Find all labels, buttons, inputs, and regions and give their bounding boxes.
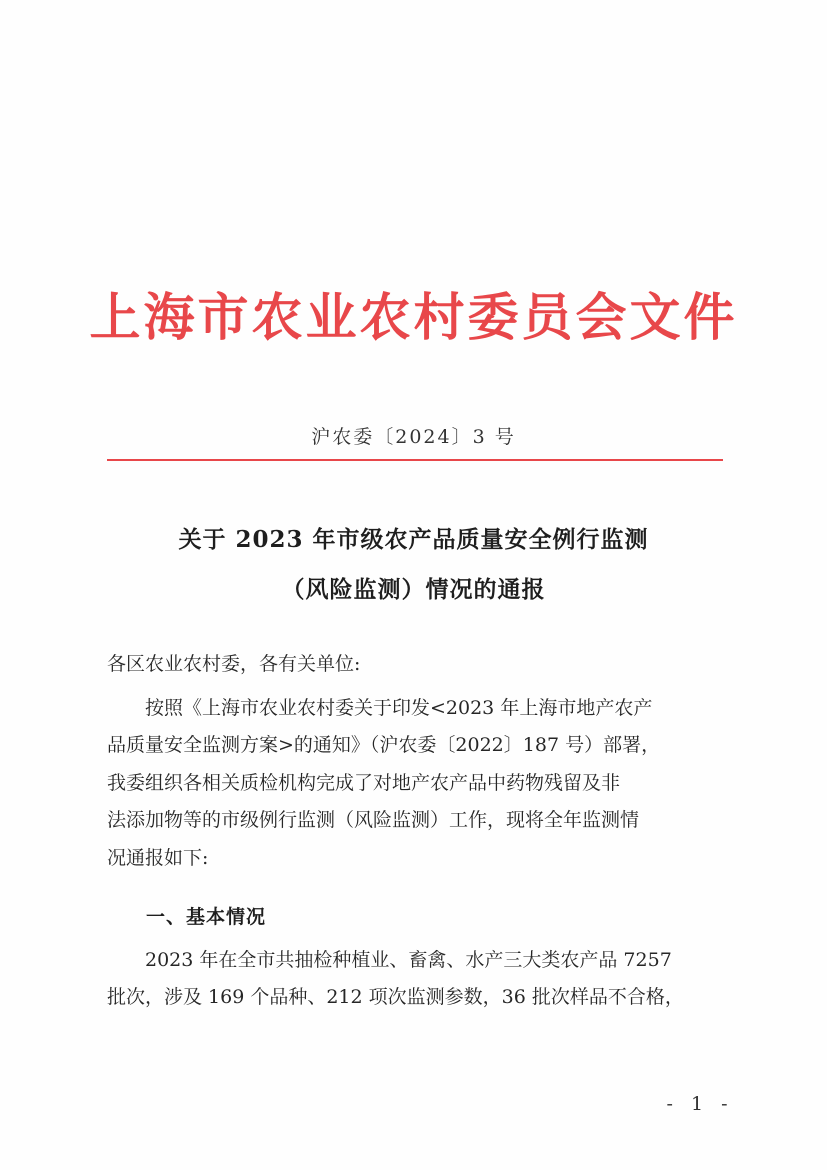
issuing-authority-title: 上海市农业农村委员会文件 [89,288,738,348]
red-separator-line [107,459,723,461]
salutation: 各区农业农村委，各有关单位: [107,653,361,675]
paragraph-1-line: 法添加物等的市级例行监测（风险监测）工作，现将全年监测情 [107,809,640,831]
paragraph-1 [107,693,727,883]
notice-title-line-2: （风险监测）情况的通报 [281,576,546,603]
paragraph-1-line: 况通报如下: [107,847,209,869]
notice-title-line-1: 关于 2023 年市级农产品质量安全例行监测 [178,526,649,553]
section-heading-basic-situation: 一、基本情况 [146,906,267,928]
paragraph-2-line: 2023 年在全市共抽检种植业、畜禽、水产三大类农产品 7257 [107,949,672,971]
paragraph-1-line: 按照《上海市农业农村委关于印发<2023 年上海市地产农产 [107,697,653,719]
document-number: 沪农委〔2024〕3 号 [311,426,516,448]
paragraph-1-line: 品质量安全监测方案>的通知》（沪农委〔2022〕187 号）部署， [107,734,661,756]
paragraph-2 [107,945,727,1025]
paragraph-1-line: 我委组织各相关质检机构完成了对地产农产品中药物残留及非 [107,772,621,794]
page-number: - 1 - [666,1093,734,1115]
paragraph-2-line: 批次，涉及 169 个品种、212 项次监测参数，36 批次样品不合格， [107,986,684,1008]
